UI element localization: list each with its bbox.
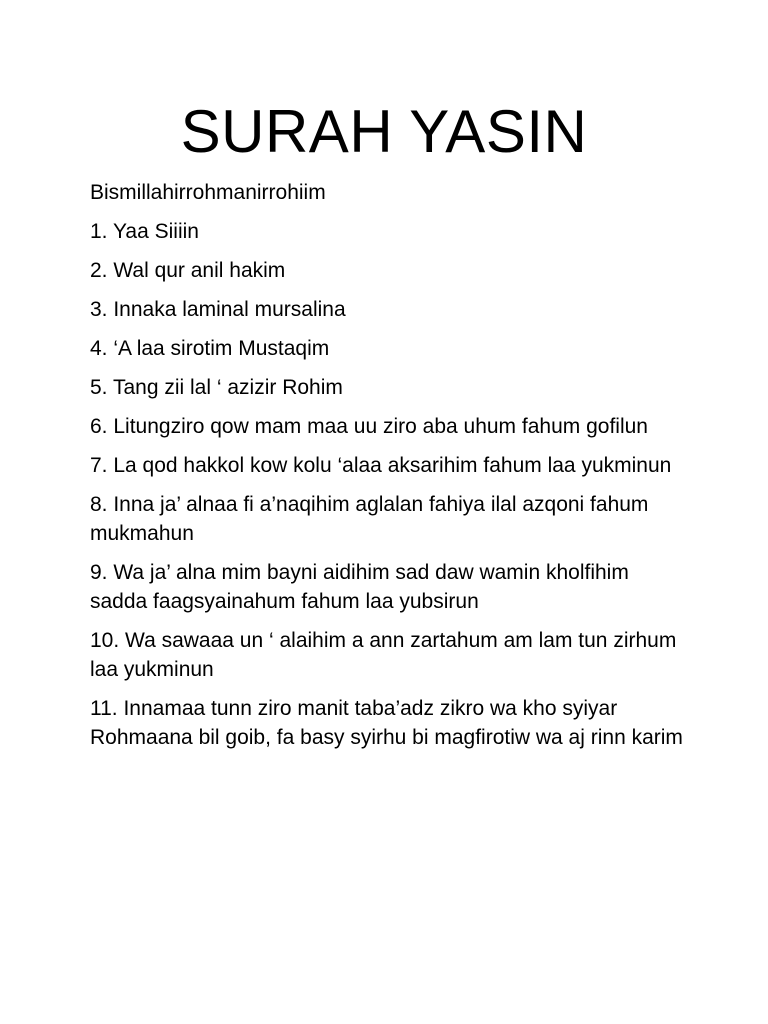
verse-5: 5. Tang zii lal ‘ azizir Rohim — [90, 376, 343, 399]
verse-6: 6. Litungziro qow mam maa uu ziro aba uhum fahum gofilun — [90, 415, 648, 438]
verse-3: 3. Innaka laminal mursalina — [90, 298, 346, 321]
document-body — [90, 178, 690, 762]
intro-line: Bismillahirrohmanirrohiim — [90, 181, 326, 204]
verse-8: 8. Inna ja’ alnaa fi a’naqihim aglalan fahiya ilal azqoni fahum mukmahun — [90, 493, 649, 545]
verse-1: 1. Yaa Siiiin — [90, 220, 199, 243]
verse-9: 9. Wa ja’ alna mim bayni aidihim sad daw wamin kholfihim sadda faagsyainahum fahum laa yubsirun — [90, 561, 629, 613]
verse-2: 2. Wal qur anil hakim — [90, 259, 286, 282]
page-title: SURAH YASIN — [180, 98, 588, 165]
verse-11: 11. Innamaa tunn ziro manit taba’adz zikro wa kho syiyar Rohmaana bil goib, fa basy syirhu bi magfirotiw wa aj rinn karim — [90, 697, 683, 749]
verse-10: 10. Wa sawaaa un ‘ alaihim a ann zartahum am lam tun zirhum laa yukminun — [90, 629, 677, 681]
verse-7: 7. La qod hakkol kow kolu ‘alaa aksarihim fahum laa yukminun — [90, 454, 672, 477]
verse-4: 4. ‘A laa sirotim Mustaqim — [90, 337, 330, 360]
